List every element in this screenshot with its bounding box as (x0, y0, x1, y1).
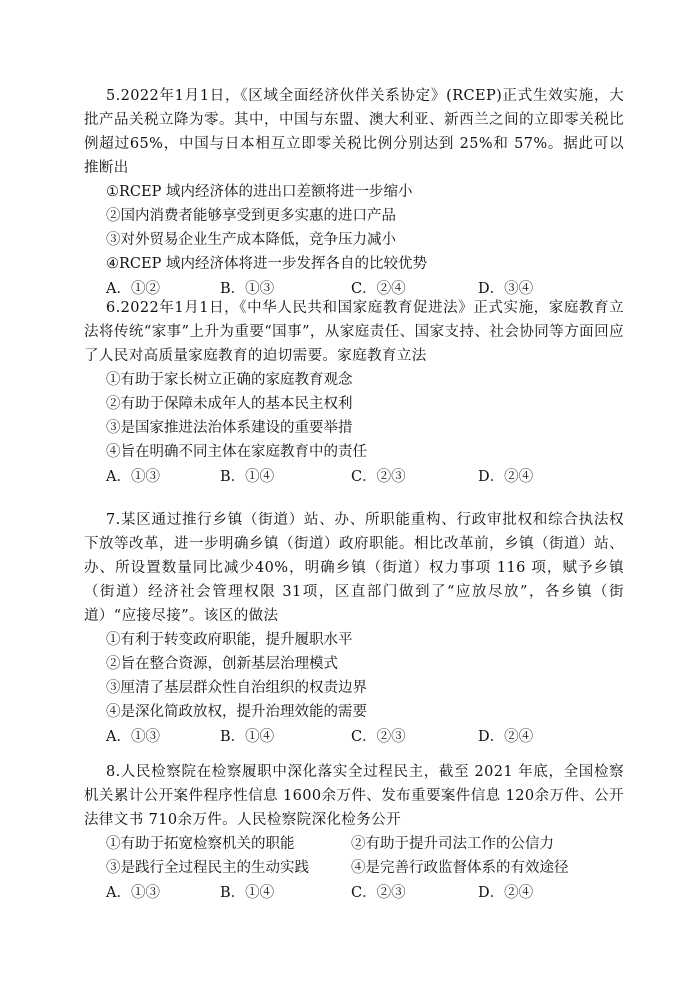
question-6 (84, 296, 624, 490)
answer-b[interactable]: B．①④ (220, 885, 275, 901)
option-row-1 (84, 832, 624, 856)
option-3: ③厘清了基层群众性自治组织的权责边界 (106, 680, 367, 696)
answer-choices (84, 880, 624, 906)
answer-choices (84, 724, 624, 750)
option-2: ②有助于提升司法工作的公信力 (351, 836, 554, 852)
option-2: ②旨在整合资源，创新基层治理模式 (106, 656, 338, 672)
option-3: ③对外贸易企业生产成本降低，竞争压力减小 (106, 232, 396, 248)
answer-d[interactable]: D．②④ (478, 885, 534, 901)
answer-choices (84, 464, 624, 490)
answer-c[interactable]: C．②④ (351, 281, 406, 297)
answer-d[interactable]: D．②④ (478, 729, 534, 745)
option-2: ②有助于保障未成年人的基本民主权利 (106, 396, 353, 412)
option-1: ①有助于家长树立正确的家庭教育观念 (106, 372, 353, 388)
answer-a[interactable]: A．①③ (106, 885, 160, 901)
question-stem: 7.某区通过推行乡镇（街道）站、办、所职能重构、行政审批权和综合执法权下放等改革，进一步明确乡镇（街道）政府职能。相比改革前，乡镇（街道）站、办、所设置数量同比减少40%，明确乡镇（街道）权力事项 116 项，赋予乡镇（街道）经济社会管理权限 31项，区直部门做到了“应放尽放”，各乡镇（街道）“应接尽接”。该区的做法 (84, 512, 624, 624)
option-2: ②国内消费者能够享受到更多实惠的进口产品 (106, 208, 396, 224)
question-7 (84, 508, 624, 750)
answer-a[interactable]: A．①② (106, 281, 160, 297)
answer-c[interactable]: C．②③ (351, 469, 406, 485)
answer-d[interactable]: D．②④ (478, 469, 534, 485)
answer-d[interactable]: D．③④ (478, 281, 534, 297)
question-stem: 5.2022年1月1日，《区域全面经济伙伴关系协定》(RCEP)正式生效实施，大批产品关税立降为零。其中，中国与东盟、澳大利亚、新西兰之间的立即零关税比例超过65%，中国与日本相互立即零关税比例分别达到 25%和 57%。据此可以推断出 (84, 88, 624, 176)
option-4: ④是完善行政监督体系的有效途径 (351, 860, 569, 876)
option-1: ①RCEP 域内经济体的进出口差额将进一步缩小 (106, 184, 413, 200)
question-stem: 8.人民检察院在检察履职中深化落实全过程民主，截至 2021 年底，全国检察机关累计公开案件程序性信息 1600余万件、发布重要案件信息 120余万件、公开法律文书 710余万件。人民检察院深化检务公开 (84, 764, 624, 828)
question-8 (84, 760, 624, 906)
option-row-2 (84, 856, 624, 880)
option-1: ①有利于转变政府职能，提升履职水平 (106, 632, 353, 648)
option-4: ④RCEP 域内经济体将进一步发挥各自的比较优势 (106, 256, 427, 272)
option-3: ③是国家推进法治体系建设的重要举措 (106, 420, 353, 436)
question-stem: 6.2022年1月1日，《中华人民共和国家庭教育促进法》正式实施，家庭教育立法将传统“家事”上升为重要“国事”，从家庭责任、国家支持、社会协同等方面回应了人民对高质量家庭教育的迫切需要。家庭教育立法 (84, 300, 624, 364)
answer-b[interactable]: B．①④ (220, 469, 275, 485)
answer-a[interactable]: A．①③ (106, 729, 160, 745)
answer-c[interactable]: C．②③ (351, 729, 406, 745)
answer-a[interactable]: A．①③ (106, 469, 160, 485)
answer-b[interactable]: B．①④ (220, 729, 275, 745)
option-3: ③是践行全过程民主的生动实践 (106, 860, 309, 876)
answer-c[interactable]: C．②③ (351, 885, 406, 901)
answer-b[interactable]: B．①③ (220, 281, 275, 297)
option-1: ①有助于拓宽检察机关的职能 (106, 836, 295, 852)
question-5 (84, 84, 624, 302)
option-4: ④旨在明确不同主体在家庭教育中的责任 (106, 444, 367, 460)
option-4: ④是深化简政放权，提升治理效能的需要 (106, 704, 367, 720)
